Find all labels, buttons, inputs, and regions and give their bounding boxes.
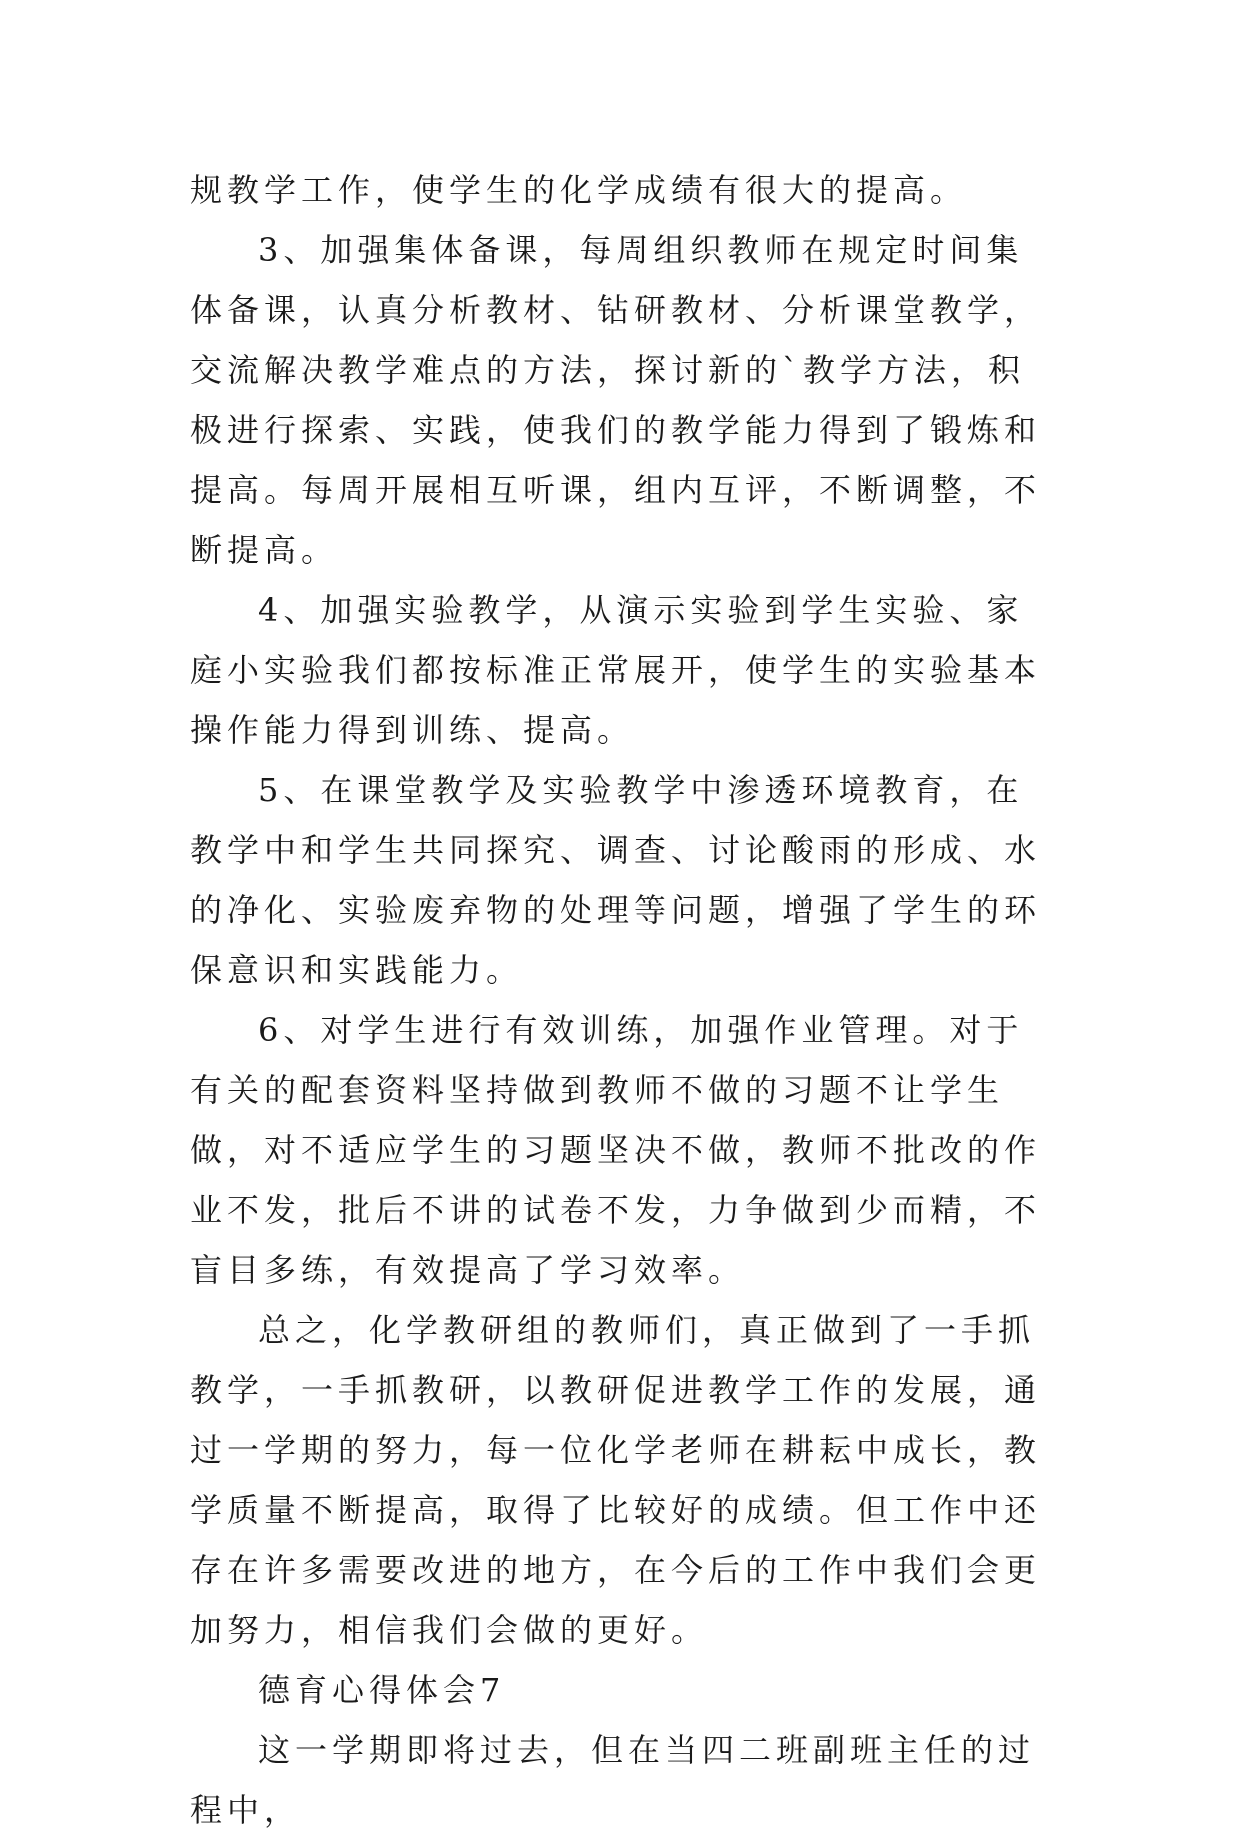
paragraph-2: 3、加强集体备课，每周组织教师在规定时间集体备课，认真分析教材、钻研教材、分析课堂教学，交流解决教学难点的方法，探讨新的`教学方法，积极进行探索、实践，使我们的教学能力得到了锻炼和提高。每周开展相互听课，组内互评，不断调整，不断提高。 [190, 231, 1042, 569]
paragraph-5: 6、对学生进行有效训练，加强作业管理。对于有关的配套资料坚持做到教师不做的习题不让学生做，对不适应学生的习题坚决不做，教师不批改的作业不发，批后不讲的试卷不发，力争做到少而精，不盲目多练，有效提高了学习效率。 [190, 1011, 1042, 1289]
paragraph-1: 规教学工作，使学生的化学成绩有很大的提高。 [190, 171, 968, 209]
paragraph-4: 5、在课堂教学及实验教学中渗透环境教育，在教学中和学生共同探究、调查、讨论酸雨的形成、水的净化、实验废弃物的处理等问题，增强了学生的环保意识和实践能力。 [190, 771, 1042, 989]
paragraph-6: 总之，化学教研组的教师们，真正做到了一手抓教学，一手抓教研，以教研促进教学工作的发展，通过一学期的努力，每一位化学老师在耕耘中成长，教学质量不断提高，取得了比较好的成绩。但工作中还存在许多需要改进的地方，在今后的工作中我们会更加努力，相信我们会做的更好。 [190, 1311, 1042, 1649]
section-heading: 德育心得体会7 [258, 1671, 506, 1709]
paragraph-3: 4、加强实验教学，从演示实验到学生实验、家庭小实验我们都按标准正常展开，使学生的实验基本操作能力得到训练、提高。 [190, 591, 1042, 749]
paragraph-7: 这一学期即将过去，但在当四二班副班主任的过程中， [190, 1731, 1036, 1829]
document-body [190, 160, 1060, 1840]
